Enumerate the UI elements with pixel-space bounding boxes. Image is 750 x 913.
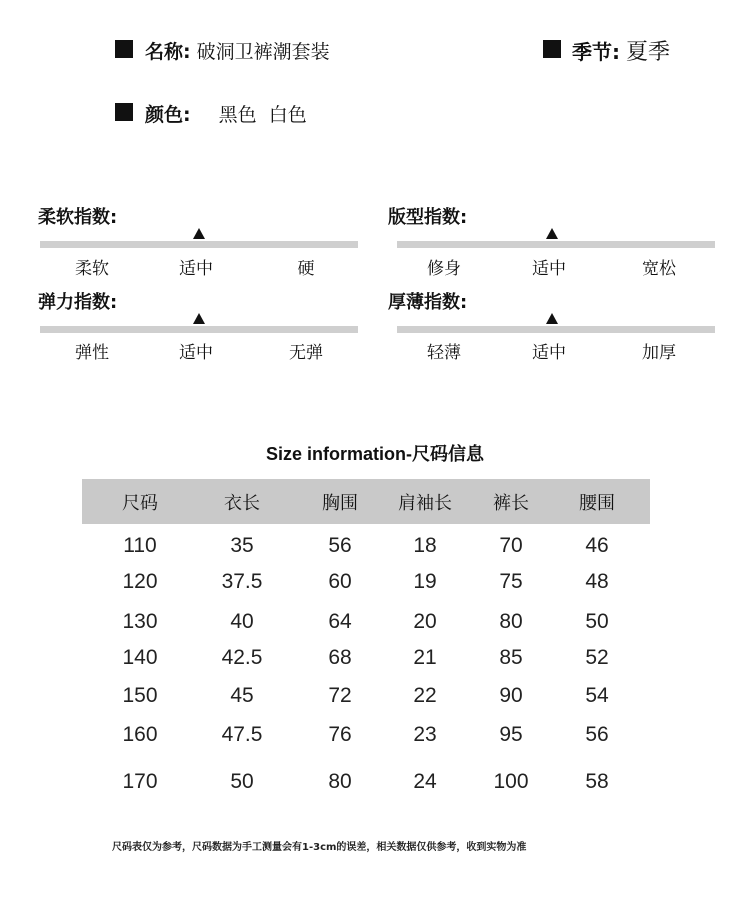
bullet-square-icon <box>115 40 133 58</box>
index-option: 适中 <box>532 259 566 279</box>
index-option: 柔软 <box>75 259 109 279</box>
table-cell: 56 <box>328 534 352 557</box>
footnote: 尺码表仅为参考，尺码数据为手工测量会有1-3cm的误差，相关数据仅供参考，收到实物为准 <box>112 842 527 853</box>
table-cell: 35 <box>230 534 254 557</box>
table-cell: 22 <box>413 684 437 707</box>
table-cell: 60 <box>328 570 352 593</box>
table-cell: 76 <box>328 723 352 746</box>
table-cell: 72 <box>328 684 352 707</box>
table-cell: 90 <box>499 684 523 707</box>
table-cell: 42.5 <box>221 646 263 669</box>
table-cell: 160 <box>122 723 158 746</box>
table-header-cell: 衣长 <box>224 493 260 514</box>
index-option: 轻薄 <box>427 343 461 363</box>
color-value: 黑色 白色 <box>218 104 307 126</box>
table-cell: 21 <box>413 646 437 669</box>
index-option: 适中 <box>532 343 566 363</box>
index-track <box>40 326 358 333</box>
index-option: 适中 <box>179 343 213 363</box>
season-label: 季节: <box>572 40 620 64</box>
index-track <box>40 241 358 248</box>
table-cell: 40 <box>230 610 254 633</box>
table-cell: 75 <box>499 570 523 593</box>
bullet-square-icon <box>543 40 561 58</box>
index-marker-icon <box>193 228 205 239</box>
table-cell: 70 <box>499 534 523 557</box>
index-option: 修身 <box>427 259 461 279</box>
table-cell: 64 <box>328 610 352 633</box>
table-cell: 24 <box>413 770 437 793</box>
table-cell: 48 <box>585 570 609 593</box>
season <box>572 35 670 66</box>
index-label: 厚薄指数: <box>388 292 468 313</box>
table-cell: 19 <box>413 570 437 593</box>
table-cell: 170 <box>122 770 158 793</box>
table-header-cell: 腰围 <box>579 493 615 514</box>
table-cell: 50 <box>230 770 254 793</box>
index-option: 加厚 <box>642 343 676 363</box>
index-option: 无弹 <box>289 343 323 363</box>
table-header-cell: 胸围 <box>322 493 358 514</box>
table-cell: 54 <box>585 684 609 707</box>
table-cell: 52 <box>585 646 609 669</box>
index-track <box>397 326 715 333</box>
colors <box>145 100 307 127</box>
table-header-cell: 裤长 <box>493 493 529 514</box>
table-cell: 50 <box>585 610 609 633</box>
table-cell: 45 <box>230 684 254 707</box>
index-option: 弹性 <box>75 343 109 363</box>
name-label: 名称: <box>145 41 191 63</box>
index-marker-icon <box>546 313 558 324</box>
table-header-bar <box>82 479 650 524</box>
table-cell: 130 <box>122 610 158 633</box>
index-option: 宽松 <box>642 259 676 279</box>
table-cell: 46 <box>585 534 609 557</box>
table-cell: 47.5 <box>221 723 263 746</box>
name-value: 破洞卫裤潮套装 <box>196 41 330 63</box>
table-cell: 110 <box>123 534 157 557</box>
index-label: 柔软指数: <box>38 207 118 228</box>
index-option: 硬 <box>297 259 315 279</box>
bullet-square-icon <box>115 103 133 121</box>
index-option: 适中 <box>179 259 213 279</box>
table-header-cell: 肩袖长 <box>398 493 452 514</box>
table-cell: 85 <box>499 646 523 669</box>
index-label: 版型指数: <box>388 207 468 228</box>
index-label: 弹力指数: <box>38 292 118 313</box>
table-cell: 80 <box>328 770 352 793</box>
table-cell: 150 <box>122 684 158 707</box>
table-cell: 68 <box>328 646 352 669</box>
table-header-cell: 尺码 <box>122 493 158 514</box>
product-name <box>145 37 330 64</box>
table-cell: 58 <box>585 770 609 793</box>
table-cell: 140 <box>122 646 158 669</box>
table-cell: 20 <box>413 610 437 633</box>
color-label: 颜色: <box>145 104 191 126</box>
index-track <box>397 241 715 248</box>
table-cell: 80 <box>499 610 523 633</box>
season-value: 夏季 <box>626 40 671 65</box>
table-cell: 56 <box>585 723 609 746</box>
table-cell: 18 <box>413 534 437 557</box>
table-cell: 100 <box>493 770 529 793</box>
table-cell: 37.5 <box>221 570 263 593</box>
table-cell: 120 <box>122 570 158 593</box>
index-marker-icon <box>546 228 558 239</box>
table-cell: 23 <box>413 723 437 746</box>
size-title: Size information-尺码信息 <box>265 444 484 464</box>
table-cell: 95 <box>499 723 523 746</box>
index-marker-icon <box>193 313 205 324</box>
